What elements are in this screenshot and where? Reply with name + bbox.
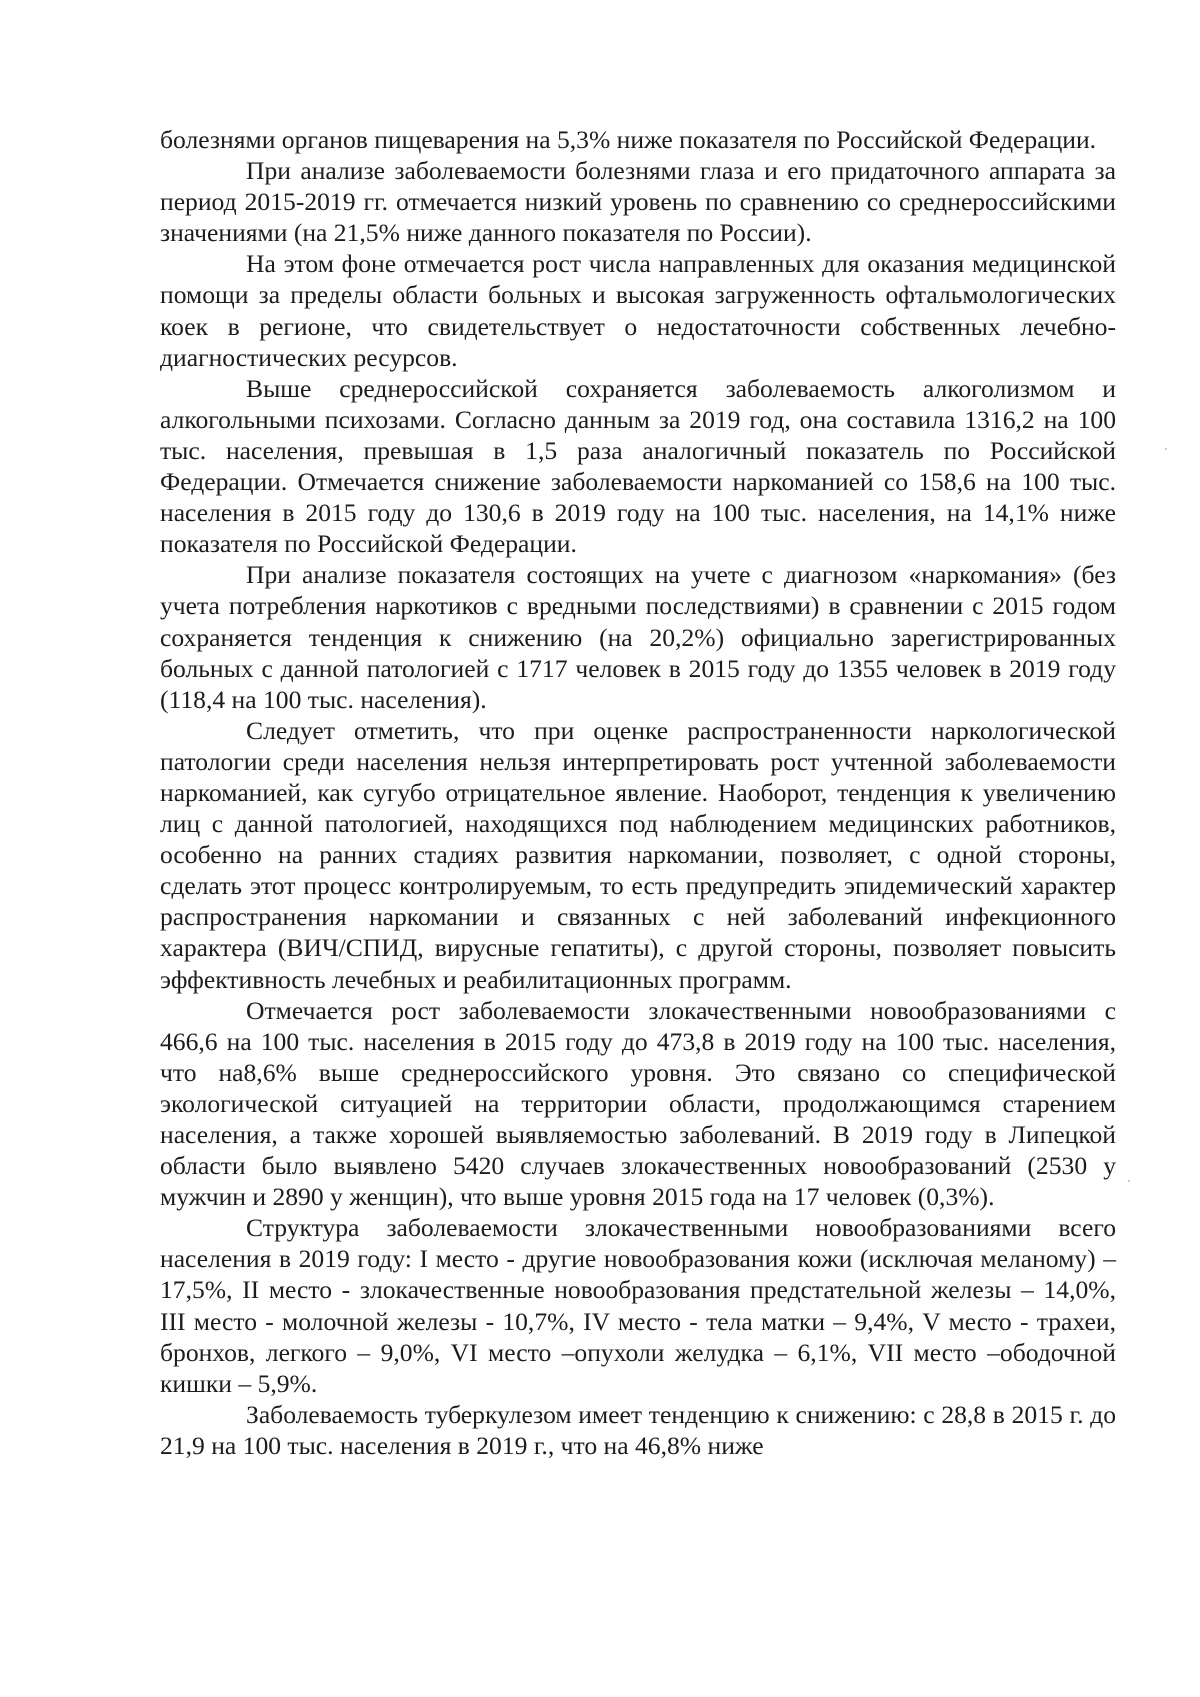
paragraph-3: На этом фоне отмечается рост числа направленных для оказания медицинской помощи за пределы области больных и высокая загруженность офтальмологических коек в регионе, что свидетельствует о недостаточности собственных лечебно-диагностических ресурсов.: [160, 249, 1116, 372]
scan-speck: [1128, 1180, 1130, 1182]
paragraph-6: Следует отметить, что при оценке распространенности наркологической патологии среди населения нельзя интерпретировать рост учтенной заболеваемости наркоманией, как сугубо отрицательное явление. Наоборот, тенденция к увеличению лиц с данной патологией, находящихся под наблюдением медицинских работников, особенно на ранних стадиях развития наркомании, позволяет, с одной стороны, сделать этот процесс контролируемым, то есть предупредить эпидемический характер распространения наркомании и связанных с ней заболеваний инфекционного характера (ВИЧ/СПИД, вирусные гепатиты), с другой стороны, позволяет повысить эффективность лечебных и реабилитационных программ.: [160, 715, 1116, 994]
document-body: [160, 124, 1116, 1461]
paragraph-2: При анализе заболеваемости болезнями глаза и его придаточного аппарата за период 2015-2019 гг. отмечается низкий уровень по сравнению со среднероссийскими значениями (на 21,5% ниже данного показателя по России).: [160, 156, 1116, 248]
paragraph-7: Отмечается рост заболеваемости злокачественными новообразованиями с 466,6 на 100 тыс. населения в 2015 году до 473,8 в 2019 году на 100 тыс. населения, что на8,6% выше среднероссийского уровня. Это связано со специфической экологической ситуацией на территории области, продолжающимся старением населения, а также хорошей выявляемостью заболеваний. В 2019 году в Липецкой области было выявлено 5420 случаев злокачественных новообразований (2530 у мужчин и 2890 у женщин), что выше уровня 2015 года на 17 человек (0,3%).: [160, 995, 1116, 1212]
paragraph-9: Заболеваемость туберкулезом имеет тенденцию к снижению: с 28,8 в 2015 г. до 21,9 на 100 тыс. населения в 2019 г., что на 46,8% ниже: [160, 1399, 1116, 1460]
paragraph-1: болезнями органов пищеварения на 5,3% ниже показателя по Российской Федерации.: [160, 125, 1097, 154]
scan-speck: [1165, 448, 1167, 450]
paragraph-8: Структура заболеваемости злокачественными новообразованиями всего населения в 2019 году: I место - другие новообразования кожи (исключая меланому) –17,5%, II место - злокачественные новообразования предстательной железы – 14,0%, III место - молочной железы - 10,7%, IV место - тела матки – 9,4%, V место - трахеи, бронхов, легкого – 9,0%, VI место –опухоли желудка – 6,1%, VII место –ободочной кишки – 5,9%.: [160, 1213, 1116, 1398]
paragraph-5: При анализе показателя состоящих на учете с диагнозом «наркомания» (без учета потребления наркотиков с вредными последствиями) в сравнении с 2015 годом сохраняется тенденция к снижению (на 20,2%) официально зарегистрированных больных с данной патологией с 1717 человек в 2015 году до 1355 человек в 2019 году (118,4 на 100 тыс. населения).: [160, 560, 1116, 714]
paragraph-4: Выше среднероссийской сохраняется заболеваемость алкоголизмом и алкогольными психозами. Согласно данным за 2019 год, она составила 1316,2 на 100 тыс. населения, превышая в 1,5 раза аналогичный показатель по Российской Федерации. Отмечается снижение заболеваемости наркоманией со 158,6 на 100 тыс. населения в 2015 году до 130,6 в 2019 году на 100 тыс. населения, на 14,1% ниже показателя по Российской Федерации.: [160, 373, 1116, 559]
